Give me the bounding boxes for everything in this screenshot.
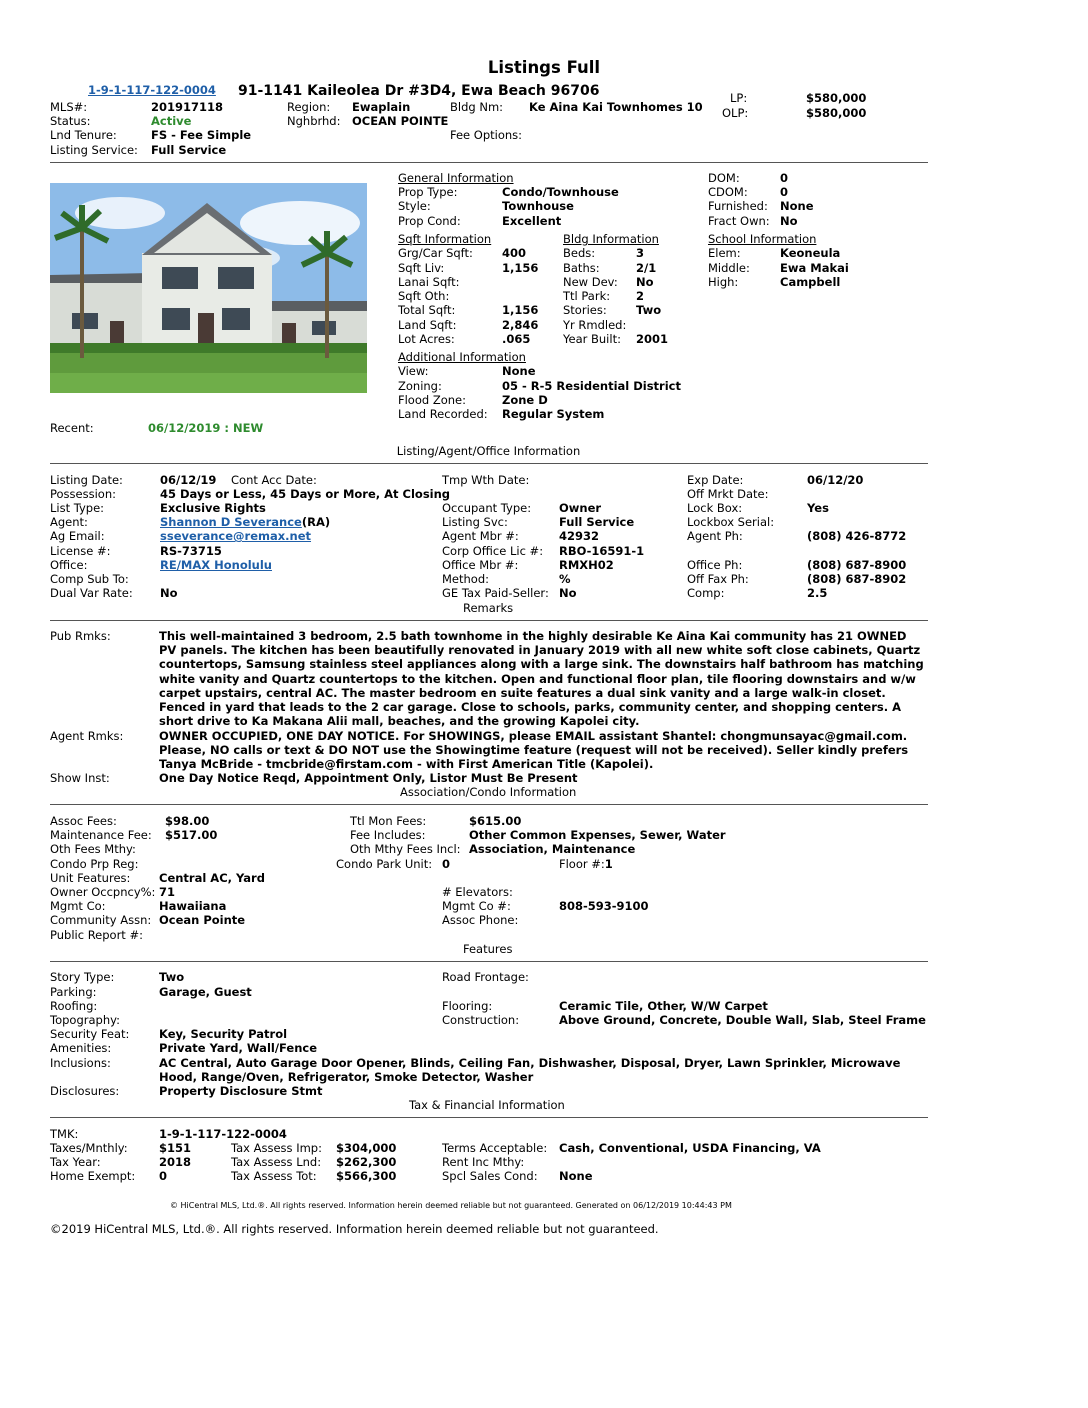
office-mbr-label: Office Mbr #: [442,558,519,572]
additional-info-heading: Additional Information [398,350,526,364]
lock-box-label: Lock Box: [687,501,743,515]
mgmt-co-value: Hawaiiana [159,899,227,913]
condo-park-value: 0 [442,857,451,871]
lockbox-serial-label: Lockbox Serial: [687,515,775,529]
roofing-label: Roofing: [50,999,98,1013]
flooring-value: Ceramic Tile, Other, W/W Carpet [559,999,768,1013]
mgmt-co-no-value: 808-593-9100 [559,899,649,913]
off-fax-value: (808) 687-8902 [807,572,907,586]
new-dev-label: New Dev: [563,275,618,289]
recent-label: Recent: [50,421,94,435]
beds-label: Beds: [563,246,596,260]
elem-label: Elem: [708,246,741,260]
section-title-lao: Listing/Agent/Office Information [396,444,581,458]
public-report-label: Public Report #: [50,928,143,942]
license-value: RS-73715 [160,544,222,558]
listing-date-value: 06/12/19 [160,473,217,487]
tmp-wth-label: Tmp Wth Date: [442,473,530,487]
mls-label: MLS#: [50,100,88,114]
land-recorded-label: Land Recorded: [398,407,488,421]
pub-rmks-label: Pub Rmks: [50,629,111,643]
corp-lic-label: Corp Office Lic #: [442,544,544,558]
region-label: Region: [287,100,331,114]
stories-value: Two [636,303,662,317]
comp-value: 2.5 [807,586,828,600]
floor-value: 1 [604,857,613,871]
community-assn-label: Community Assn: [50,913,152,927]
floor-label: Floor #: [559,857,605,871]
lp-label: LP: [730,91,748,105]
tax-assess-tot-value: $566,300 [336,1169,397,1183]
security-feat-label: Security Feat: [50,1027,130,1041]
lot-acres-value: .065 [502,332,531,346]
taxes-mnthly-label: Taxes/Mnthly: [50,1141,128,1155]
mls-number: 201917118 [151,100,224,114]
sqft-liv-value: 1,156 [502,261,539,275]
show-inst-value: One Day Notice Reqd, Appointment Only, Listor Must Be Present [159,771,578,785]
listing-service-value: Full Service [151,143,227,157]
dual-var-label: Dual Var Rate: [50,586,133,600]
method-value: % [559,572,571,586]
agent-rmks-label: Agent Rmks: [50,729,124,743]
disclosures-value: Property Disclosure Stmt [159,1084,323,1098]
prop-cond-value: Excellent [502,214,562,228]
divider [50,804,928,805]
flood-zone-value: Zone D [502,393,548,407]
tmk-value: 1-9-1-117-122-0004 [159,1127,287,1141]
oth-mthy-label: Oth Mthy Fees Incl: [350,842,461,856]
land-sqft-label: Land Sqft: [398,318,457,332]
ttl-mon-fees-label: Ttl Mon Fees: [350,814,427,828]
mgmt-co-label: Mgmt Co: [50,899,106,913]
sqft-oth-label: Sqft Oth: [398,289,450,303]
school-info-heading: School Information [708,232,817,246]
lanai-sqft-label: Lanai Sqft: [398,275,460,289]
elem-value: Keoneula [780,246,841,260]
section-title-assoc: Association/Condo Information [400,785,577,799]
fee-includes-label: Fee Includes: [350,828,426,842]
agent-email-link[interactable]: sseverance@remax.net [160,529,312,543]
disclosures-label: Disclosures: [50,1084,120,1098]
mgmt-co-no-label: Mgmt Co #: [442,899,511,913]
lnd-tenure-value: FS - Fee Simple [151,128,252,142]
fract-own-label: Fract Own: [708,214,770,228]
bldg-label: Bldg Nm: [450,100,504,114]
security-feat-value: Key, Security Patrol [159,1027,288,1041]
ge-tax-value: No [559,586,577,600]
method-label: Method: [442,572,490,586]
middle-value: Ewa Makai [780,261,849,275]
lock-box-value: Yes [807,501,829,515]
assoc-fees-label: Assoc Fees: [50,814,117,828]
tax-assess-lnd-value: $262,300 [336,1155,397,1169]
fee-options-label: Fee Options: [450,128,523,142]
grg-sqft-value: 400 [502,246,527,260]
tax-assess-imp-value: $304,000 [336,1141,397,1155]
stories-label: Stories: [563,303,607,317]
divider [50,620,928,621]
condo-prp-reg-label: Condo Prp Reg: [50,857,139,871]
ge-tax-label: GE Tax Paid-Seller: [442,586,549,600]
bldg-value: Ke Aina Kai Townhomes 10 [529,100,703,114]
amenities-label: Amenities: [50,1041,112,1055]
office-link[interactable]: RE/MAX Honolulu [160,558,272,572]
owner-occ-value: 71 [159,885,176,899]
divider [50,1117,928,1118]
inclusions-value: AC Central, Auto Garage Door Opener, Blinds, Ceiling Fan, Dishwasher, Disposal, Dryer, Lawn Sprinkler, Microwave Hood, Range/Oven, Refrigerator, Smoke Detector, Washer [159,1056,901,1085]
region-value: Ewaplain [352,100,411,114]
prop-type-label: Prop Type: [398,185,458,199]
ag-email-label: Ag Email: [50,529,105,543]
year-built-label: Year Built: [563,332,621,346]
occupant-value: Owner [559,501,602,515]
section-title-remarks: Remarks [463,601,514,615]
year-built-value: 2001 [636,332,669,346]
recent-value: 06/12/2019 : NEW [148,421,264,435]
beds-value: 3 [636,246,645,260]
tax-assess-imp-label: Tax Assess Imp: [231,1141,322,1155]
divider [50,162,928,163]
total-sqft-value: 1,156 [502,303,539,317]
yr-rmdled-label: Yr Rmdled: [563,318,627,332]
page-title: Listings Full [487,58,601,77]
tax-year-value: 2018 [159,1155,192,1169]
floor-line [559,857,613,871]
listing-date-label: Listing Date: [50,473,123,487]
listing-service-label: Listing Service: [50,143,138,157]
lp-value: $580,000 [806,91,867,105]
agent-remarks-text: OWNER OCCUPIED, ONE DAY NOTICE. For SHOWINGS, please EMAIL assistant Shantel: chongmunsayac@gmail.com. Please, NO calls or text & DO NOT use the Showingtime feature (request will not be received). Seller kindly prefers Tanya McBride - tmcbride@firstam.com - with First American Title (Kapolei). [159,729,909,772]
terms-label: Terms Acceptable: [442,1141,548,1155]
agent-ph-label: Agent Ph: [687,529,743,543]
divider [50,961,928,962]
unit-features-label: Unit Features: [50,871,131,885]
olp-label: OLP: [722,106,749,120]
agent-suffix: (RA) [301,515,331,529]
oth-fees-label: Oth Fees Mthy: [50,842,136,856]
grg-sqft-label: Grg/Car Sqft: [398,246,473,260]
nghbrhd-label: Nghbrhd: [287,114,341,128]
furnished-value: None [780,199,814,213]
property-photo[interactable] [50,183,367,393]
listing-svc-label: Listing Svc: [442,515,508,529]
total-sqft-label: Total Sqft: [398,303,456,317]
off-fax-label: Off Fax Ph: [687,572,749,586]
fee-includes-value: Other Common Expenses, Sewer, Water [469,828,726,842]
office-label: Office: [50,558,88,572]
status-badge: Active [151,114,192,128]
tax-year-label: Tax Year: [50,1155,101,1169]
flood-zone-label: Flood Zone: [398,393,466,407]
style-label: Style: [398,199,431,213]
rent-inc-label: Rent Inc Mthy: [442,1155,525,1169]
taxes-mnthly-value: $151 [159,1141,192,1155]
section-title-tax: Tax & Financial Information [409,1098,565,1112]
pub-remarks-text: This well-maintained 3 bedroom, 2.5 bath townhome in the highly desirable Ke Aina Kai community has 21 OWNED PV panels. The kitchen has been beautifully renovated in January 2019 with all new white soft close cabinets, Quartz countertops, Samsung stainless steel appliances along with a large sink. The downstairs half bathroom has matching white vanity and Quartz countertops to the kitchen. Open and functional floor plan, tile flooring downstairs and w/w carpet upstairs, central AC. The master bedroom en suite features a dual sink vanity and a large walk-in closet. Fenced in yard that leads to the 2 car garage. Close to schools, parks, community center, and shopping centers. A short drive to Ka Makana Alii mall, beaches, and the growing Kapolei city. [159,629,924,729]
office-ph-value: (808) 687-8900 [807,558,907,572]
footer-generated-note: © HiCentral MLS, Ltd.®. All rights reserved. Information herein deemed reliable but not guaranteed. Generated on 06/12/2019 10:44:43 PM [170,1201,732,1210]
topography-label: Topography: [50,1013,120,1027]
house-photo-illustration [50,183,367,393]
oth-mthy-value: Association, Maintenance [469,842,636,856]
tax-assess-lnd-label: Tax Assess Lnd: [231,1155,322,1169]
agent-line [160,515,330,529]
exp-date-label: Exp Date: [687,473,744,487]
dual-var-value: No [160,586,178,600]
construction-label: Construction: [442,1013,520,1027]
nghbrhd-value: OCEAN POINTE [352,114,449,128]
listing-svc-value: Full Service [559,515,635,529]
cont-acc-label: Cont Acc Date: [231,473,317,487]
agent-link[interactable]: Shannon D Severance [160,515,302,529]
baths-value: 2/1 [636,261,657,275]
assoc-fees-value: $98.00 [165,814,210,828]
zoning-value: 05 - R-5 Residential District [502,379,681,393]
cdom-value: 0 [780,185,789,199]
spcl-sales-label: Spcl Sales Cond: [442,1169,538,1183]
high-value: Campbell [780,275,841,289]
home-exempt-value: 0 [159,1169,168,1183]
ttl-park-label: Ttl Park: [563,289,611,303]
parking-label: Parking: [50,985,97,999]
corp-lic-value: RBO-16591-1 [559,544,645,558]
condo-park-label: Condo Park Unit: [336,857,433,871]
baths-label: Baths: [563,261,600,275]
prop-cond-label: Prop Cond: [398,214,461,228]
olp-value: $580,000 [806,106,867,120]
community-assn-value: Ocean Pointe [159,913,246,927]
prop-type-value: Condo/Townhouse [502,185,619,199]
agent-mbr-value: 42932 [559,529,600,543]
inclusions-label: Inclusions: [50,1056,111,1070]
middle-label: Middle: [708,261,750,275]
new-dev-value: No [636,275,654,289]
sqft-liv-label: Sqft Liv: [398,261,445,275]
exp-date-value: 06/12/20 [807,473,864,487]
tax-assess-tot-label: Tax Assess Tot: [231,1169,317,1183]
assoc-phone-label: Assoc Phone: [442,913,519,927]
dom-value: 0 [780,171,789,185]
home-exempt-label: Home Exempt: [50,1169,136,1183]
owner-occ-label: Owner Occpncy%: [50,885,156,899]
road-frontage-label: Road Frontage: [442,970,529,984]
possession-value: 45 Days or Less, 45 Days or More, At Closing [160,487,451,501]
dom-label: DOM: [708,171,740,185]
furnished-label: Furnished: [708,199,768,213]
construction-value: Above Ground, Concrete, Double Wall, Slab, Steel Frame [559,1013,926,1027]
comp-sub-label: Comp Sub To: [50,572,129,586]
maintenance-fee-label: Maintenance Fee: [50,828,152,842]
license-label: License #: [50,544,111,558]
agent-mbr-label: Agent Mbr #: [442,529,519,543]
story-type-value: Two [159,970,185,984]
unit-features-value: Central AC, Yard [159,871,265,885]
maintenance-fee-value: $517.00 [165,828,218,842]
view-value: None [502,364,536,378]
lot-acres-label: Lot Acres: [398,332,455,346]
elevators-label: # Elevators: [442,885,513,899]
occupant-label: Occupant Type: [442,501,532,515]
divider [50,463,928,464]
tmk-label: TMK: [50,1127,79,1141]
high-label: High: [708,275,739,289]
flooring-label: Flooring: [442,999,493,1013]
off-mrkt-label: Off Mrkt Date: [687,487,769,501]
lnd-tenure-label: Lnd Tenure: [50,128,117,142]
show-inst-label: Show Inst: [50,771,110,785]
ttl-park-value: 2 [636,289,645,303]
land-recorded-value: Regular System [502,407,605,421]
list-type-label: List Type: [50,501,105,515]
parking-value: Garage, Guest [159,985,252,999]
cdom-label: CDOM: [708,185,748,199]
view-label: View: [398,364,429,378]
agent-ph-value: (808) 426-8772 [807,529,907,543]
tmk-link[interactable]: 1-9-1-117-122-0004 [88,83,216,97]
status-label: Status: [50,114,91,128]
fract-own-value: No [780,214,798,228]
land-sqft-value: 2,846 [502,318,539,332]
footer-copyright: ©2019 HiCentral MLS, Ltd.®. All rights reserved. Information herein deemed reliable but not guaranteed. [50,1222,659,1236]
section-title-features: Features [463,942,513,956]
ttl-mon-fees-value: $615.00 [469,814,522,828]
story-type-label: Story Type: [50,970,115,984]
property-address: 91-1141 Kaileolea Dr #3D4, Ewa Beach 96706 [238,83,600,99]
office-ph-label: Office Ph: [687,558,743,572]
office-mbr-value: RMXH02 [559,558,614,572]
list-type-value: Exclusive Rights [160,501,266,515]
bldg-info-heading: Bldg Information [563,232,659,246]
agent-label: Agent: [50,515,88,529]
sqft-info-heading: Sqft Information [398,232,492,246]
amenities-value: Private Yard, Wall/Fence [159,1041,318,1055]
terms-value: Cash, Conventional, USDA Financing, VA [559,1141,821,1155]
zoning-label: Zoning: [398,379,442,393]
comp-label: Comp: [687,586,725,600]
general-info-heading: General Information [398,171,514,185]
possession-label: Possession: [50,487,116,501]
style-value: Townhouse [502,199,574,213]
spcl-sales-value: None [559,1169,593,1183]
